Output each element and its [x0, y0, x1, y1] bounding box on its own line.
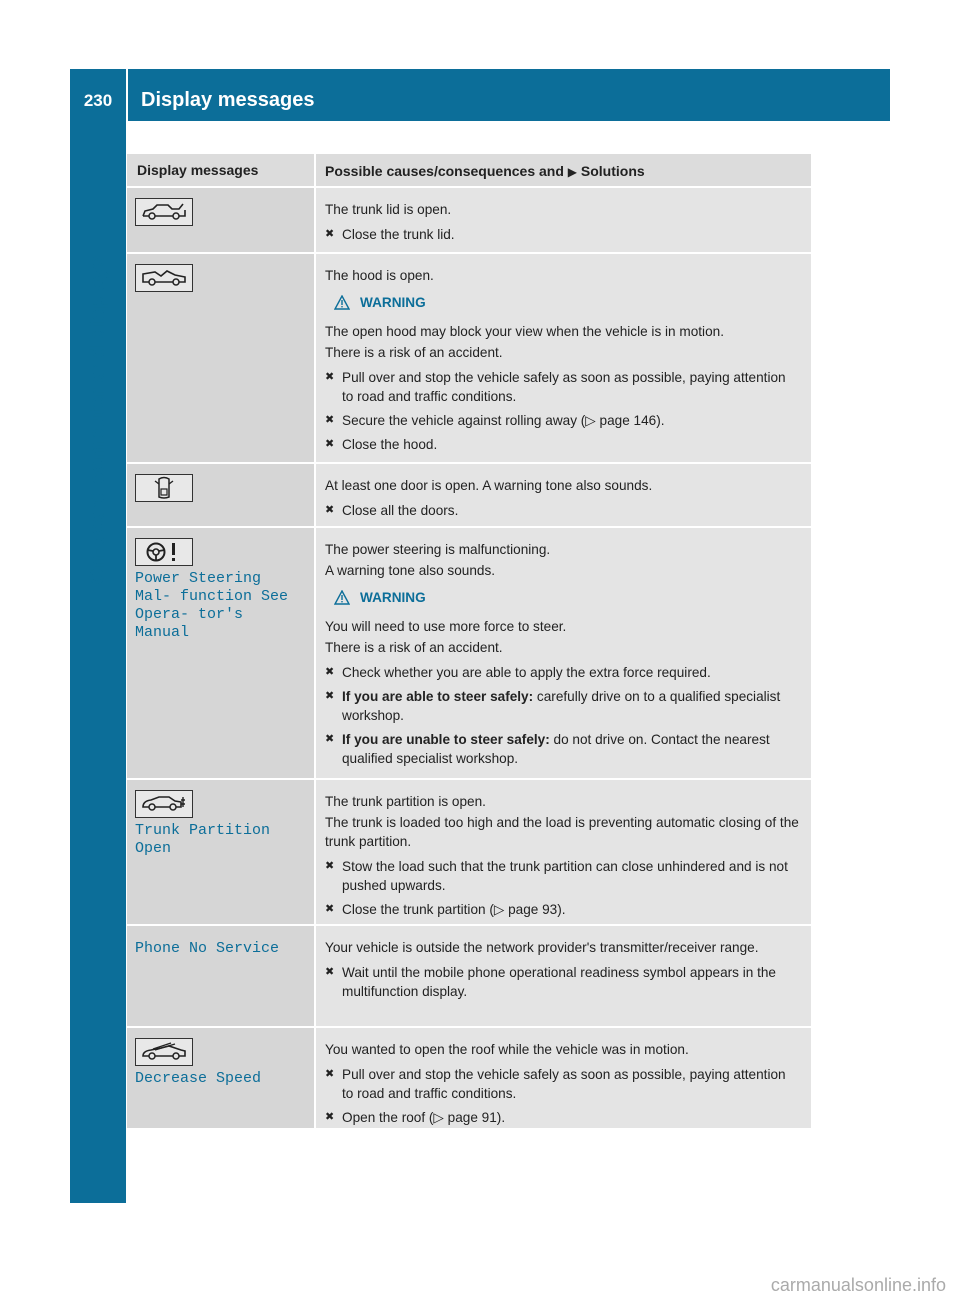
- table-header: [127, 154, 811, 188]
- message-text: The hood is open.: [325, 268, 434, 283]
- message-text: The trunk is loaded too high and the load is preventing automatic closing of the trunk partition.: [325, 815, 799, 849]
- col-causes-solutions: Possible causes/consequences and ▶ Solutions: [314, 154, 811, 186]
- chapter-label: On-board computer and displays: [86, 255, 109, 585]
- convertible-roof-icon: [135, 1038, 193, 1066]
- trunk-partition-icon: [135, 790, 193, 818]
- warning-text: There is a risk of an accident.: [325, 345, 503, 360]
- message-text: You wanted to open the roof while the vehicle was in motion.: [325, 1042, 689, 1057]
- solution-step: ✖ Stow the load such that the trunk partition can close unhindered and is not pushed upwards.: [325, 859, 788, 893]
- warning-triangle-icon: [334, 590, 350, 605]
- solution-step: ✖ Secure the vehicle against rolling away (▷ page 146).: [325, 413, 665, 428]
- message-text: A warning tone also sounds.: [325, 563, 496, 578]
- watermark: carmanualsonline.info: [770, 1275, 946, 1295]
- solution-step: ✖ Check whether you are able to apply the extra force required.: [325, 665, 711, 680]
- message-text: The trunk lid is open.: [325, 202, 452, 217]
- display-messages-table: [127, 154, 811, 1128]
- solution-step: ✖ Close all the doors.: [325, 503, 459, 518]
- display-label: Power Steering Mal‐ function See Opera‐ tor's Manual: [135, 570, 289, 641]
- solution-step: ✖ If you are unable to steer safely: do not drive on. Contact the nearest qualified specialist workshop.: [325, 732, 770, 766]
- header-divider: [126, 69, 128, 121]
- solution-step: ✖ Close the hood.: [325, 437, 438, 452]
- col-display-messages: Display messages: [137, 162, 259, 178]
- warning-heading: WARNING: [334, 588, 799, 607]
- solution-step: ✖ Open the roof (▷ page 91).: [325, 1110, 506, 1125]
- steering-wheel-warning-icon: [135, 538, 193, 566]
- page-title: Display messages: [141, 89, 315, 111]
- warning-triangle-icon: [334, 295, 350, 310]
- table-row: [127, 528, 811, 780]
- warning-heading: WARNING: [334, 293, 799, 312]
- message-text: The power steering is malfunctioning.: [325, 542, 551, 557]
- solution-step: ✖ If you are able to steer safely: carefully drive on to a qualified specialist workshop.: [325, 689, 781, 723]
- table-row: [127, 1028, 811, 1128]
- display-label: Open: [135, 840, 172, 857]
- page-number: 230: [83, 91, 113, 110]
- display-label: Trunk Partition: [135, 822, 271, 839]
- display-label: Phone No Service: [135, 940, 280, 957]
- message-text: Your vehicle is outside the network provider's transmitter/receiver range.: [325, 940, 759, 955]
- solution-step: ✖ Pull over and stop the vehicle safely as soon as possible, paying attention to road and traffic conditions.: [325, 1067, 786, 1101]
- message-text: The trunk partition is open.: [325, 794, 486, 809]
- warning-text: The open hood may block your view when the vehicle is in motion.: [325, 324, 724, 339]
- solution-step: ✖ Pull over and stop the vehicle safely as soon as possible, paying attention to road and traffic conditions.: [325, 370, 786, 404]
- solution-step: ✖ Close the trunk partition (▷ page 93).: [325, 902, 566, 917]
- table-row: [127, 780, 811, 926]
- table-row: [127, 464, 811, 528]
- warning-text: There is a risk of an accident.: [325, 640, 503, 655]
- solution-step: ✖ Close the trunk lid.: [325, 227, 455, 242]
- display-label: Decrease Speed: [135, 1070, 262, 1087]
- trunk-lid-icon: [135, 198, 193, 226]
- warning-text: You will need to use more force to steer.: [325, 619, 567, 634]
- message-text: At least one door is open. A warning tone also sounds.: [325, 478, 653, 493]
- solution-step: ✖ Wait until the mobile phone operational readiness symbol appears in the multifunction display.: [325, 965, 776, 999]
- table-row: [127, 926, 811, 1028]
- hood-open-icon: [135, 264, 193, 292]
- table-row: [127, 188, 811, 254]
- door-open-icon: [135, 474, 193, 502]
- table-row: [127, 254, 811, 464]
